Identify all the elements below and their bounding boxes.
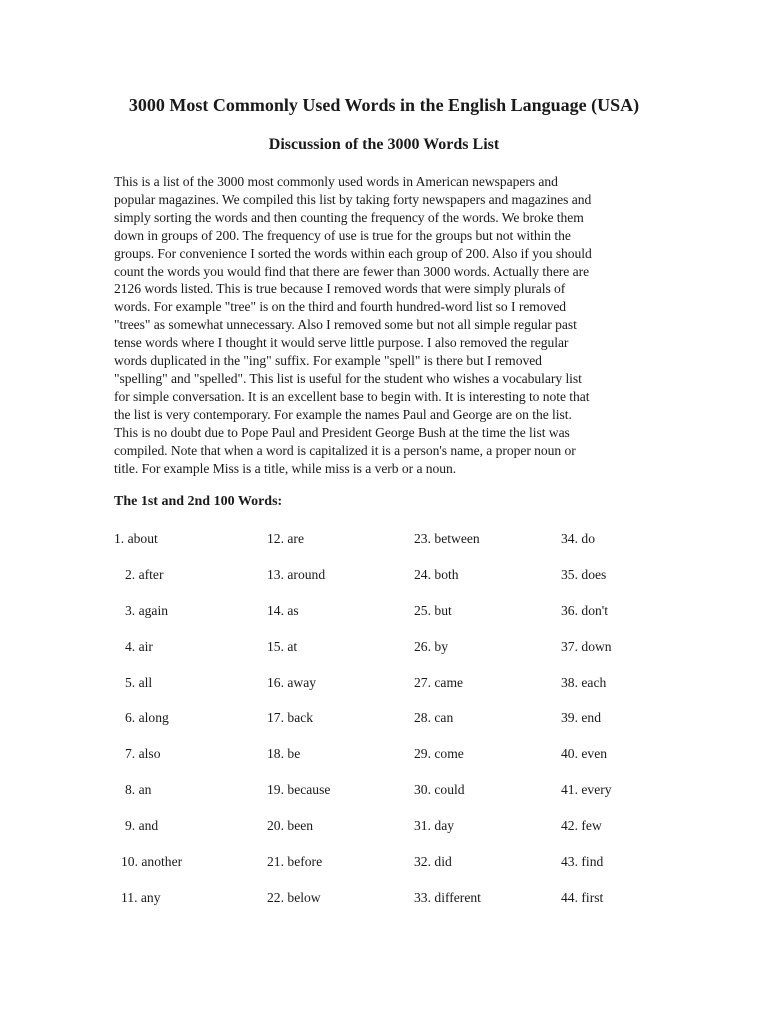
intro-line: groups. For convenience I sorted the words within each group of 200. Also if you should (114, 245, 592, 261)
word-list-item: 2. after (125, 566, 164, 582)
word-list-item: 40. even (561, 746, 608, 762)
intro-line: the list is very contemporary. For example the names Paul and George are on the list. (114, 406, 572, 422)
section-heading: The 1st and 2nd 100 Words: (114, 494, 283, 509)
word-list-item: 42. few (561, 818, 602, 834)
intro-line: down in groups of 200. The frequency of use is true for the groups but not within the (114, 227, 571, 243)
word-list-item: 27. came (414, 674, 464, 690)
word-list-item: 14. as (267, 602, 299, 618)
intro-line: "spelling" and "spelled". This list is useful for the student who wishes a vocabulary list (114, 370, 582, 386)
word-list-item: 44. first (561, 889, 604, 905)
word-list-item: 7. also (125, 746, 161, 762)
word-list-item: 43. find (561, 854, 604, 870)
intro-line: 2126 words listed. This is true because I removed words that were simply plurals of (114, 281, 566, 297)
word-list-item: 33. different (414, 889, 481, 905)
word-list-item: 30. could (414, 782, 465, 798)
intro-line: title. For example Miss is a title, while miss is a verb or a noun. (114, 460, 457, 476)
intro-line: words. For example "tree" is on the third and fourth hundred-word list so I removed (114, 299, 567, 315)
word-list-item: 26. by (414, 638, 448, 654)
word-list-item: 41. every (561, 782, 612, 798)
word-list-item: 21. before (267, 854, 323, 870)
intro-line: simply sorting the words and then counting the frequency of the words. We broke them (114, 209, 584, 225)
word-list-item: 34. do (561, 531, 595, 546)
word-list-item: 37. down (561, 638, 612, 654)
word-column-1 (114, 530, 254, 925)
word-column-3 (414, 530, 554, 925)
word-list-item: 17. back (267, 710, 314, 726)
intro-line: words duplicated in the "ing" suffix. For example "spell" is there but I removed (114, 353, 542, 369)
word-list-item: 13. around (267, 566, 326, 582)
word-column-2 (267, 530, 407, 925)
intro-line: This is a list of the 3000 most commonly used words in American newspapers and (114, 174, 558, 189)
word-list-item: 38. each (561, 674, 607, 690)
word-list-item: 5. all (125, 674, 153, 690)
word-list-item: 16. away (267, 674, 317, 690)
word-list-item: 35. does (561, 566, 607, 582)
word-list-item: 6. along (125, 710, 169, 726)
word-list-item: 19. because (267, 782, 331, 798)
word-list-item: 3. again (125, 602, 169, 618)
word-list-item: 36. don't (561, 602, 609, 618)
intro-paragraph (114, 173, 674, 477)
word-list-item: 1. about (114, 531, 158, 546)
intro-line: This is no doubt due to Pope Paul and President George Bush at the time the list was (114, 424, 570, 440)
intro-line: for simple conversation. It is an excellent base to begin with. It is interesting to note that (114, 388, 590, 404)
intro-line: popular magazines. We compiled this list by taking forty newspapers and magazines and (114, 191, 592, 207)
intro-line: count the words you would find that there are fewer than 3000 words. Actually there are (114, 263, 590, 279)
word-list-item: 25. but (414, 602, 452, 618)
word-list-item: 20. been (267, 818, 314, 834)
intro-line: tense words where I thought it would serve little purpose. I also removed the regular (114, 335, 569, 351)
word-list-item: 9. and (125, 818, 159, 834)
word-list-item: 39. end (561, 710, 602, 726)
word-list-item: 8. an (125, 782, 152, 798)
word-list-item: 11. any (121, 889, 161, 905)
document-title: 3000 Most Commonly Used Words in the English Language (USA) (128, 95, 640, 115)
word-list-item: 18. be (267, 746, 301, 762)
intro-line: compiled. Note that when a word is capitalized it is a person's name, a proper noun or (114, 442, 576, 458)
word-list-grid (0, 530, 768, 910)
word-list-item: 10. another (121, 854, 183, 870)
word-list-item: 22. below (267, 889, 321, 905)
document-subtitle: Discussion of the 3000 Words List (268, 136, 500, 153)
word-list-item: 4. air (125, 638, 153, 654)
intro-line: "trees" as somewhat unnecessary. Also I removed some but not all simple regular past (114, 317, 577, 333)
word-list-item: 24. both (414, 566, 459, 582)
word-list-item: 31. day (414, 818, 455, 834)
word-list-item: 32. did (414, 854, 452, 870)
word-list-item: 12. are (267, 531, 304, 546)
word-list-item: 15. at (267, 638, 298, 654)
word-list-item: 23. between (414, 531, 480, 546)
word-list-item: 28. can (414, 710, 454, 726)
word-column-4 (561, 530, 701, 925)
word-list-item: 29. come (414, 746, 464, 762)
